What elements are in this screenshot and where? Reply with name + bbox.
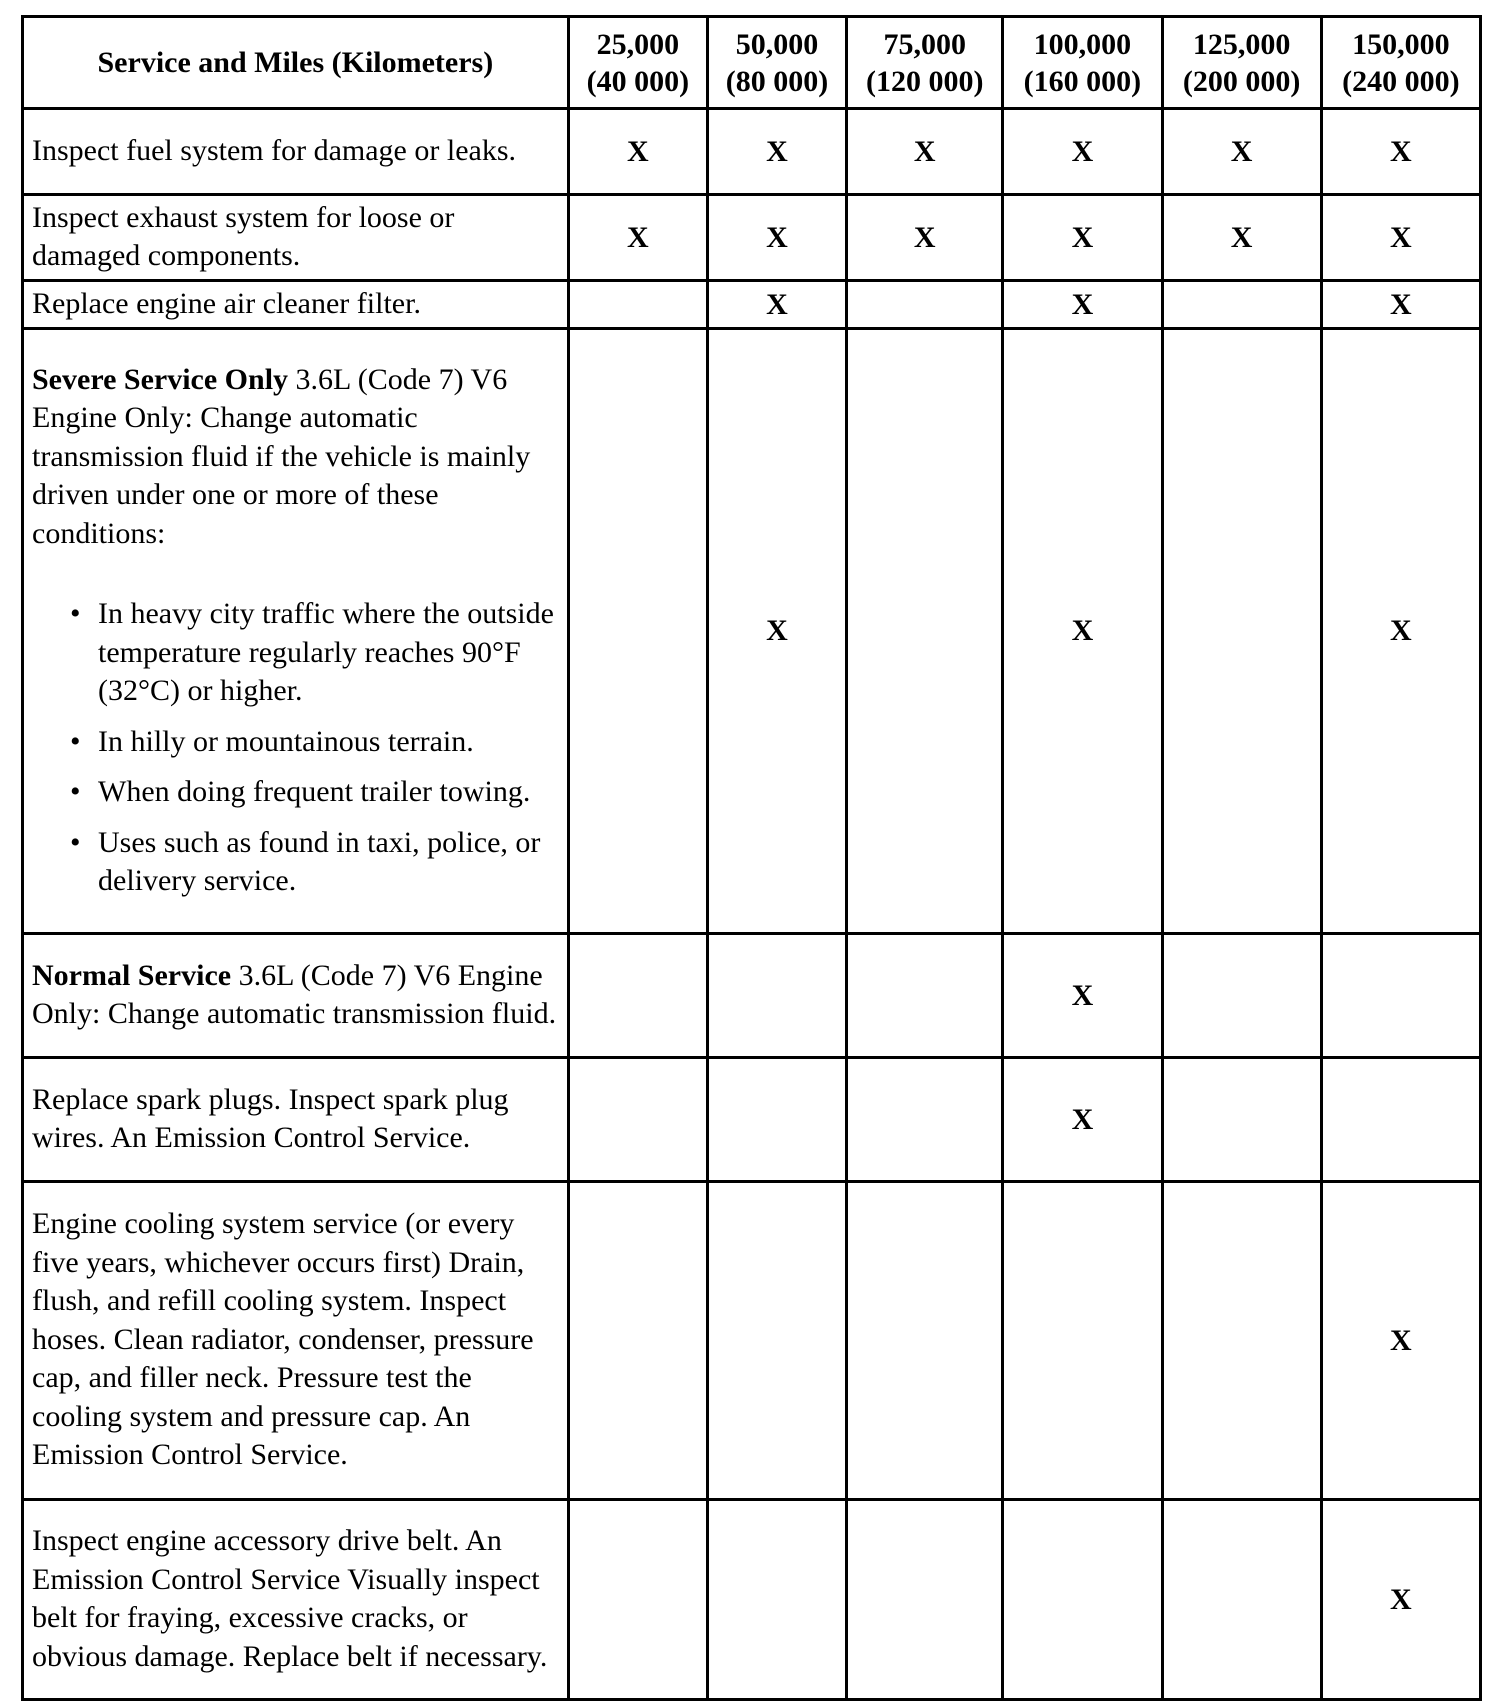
interval-mark: X <box>1321 195 1480 281</box>
table-row <box>23 1058 1481 1182</box>
interval-mark <box>1162 1058 1321 1182</box>
interval-km: (240 000) <box>1342 64 1460 98</box>
service-text: 3.6L (Code 7) V6 Engine Only: Change automatic transmission fluid. <box>32 958 557 1030</box>
interval-mark <box>1321 934 1480 1058</box>
interval-mark: X <box>1003 934 1162 1058</box>
interval-mark <box>1003 1182 1162 1500</box>
interval-miles: 150,000 <box>1352 27 1450 61</box>
interval-mark <box>707 1058 846 1182</box>
interval-km: (120 000) <box>865 64 984 98</box>
interval-mark <box>847 934 1003 1058</box>
interval-mark <box>568 1500 707 1700</box>
interval-header <box>847 17 1003 109</box>
interval-mark: X <box>847 195 1003 281</box>
interval-miles: 50,000 <box>735 27 819 61</box>
interval-mark <box>707 1500 846 1700</box>
service-description: Replace engine air cleaner filter. <box>23 281 569 329</box>
interval-mark <box>1162 281 1321 329</box>
service-description: Inspect fuel system for damage or leaks. <box>23 109 569 195</box>
interval-mark: X <box>1003 281 1162 329</box>
interval-mark: X <box>568 195 707 281</box>
interval-km: (40 000) <box>586 64 690 98</box>
table-row <box>23 195 1481 281</box>
service-qualifier: Severe Service Only <box>32 362 289 396</box>
interval-mark <box>707 934 846 1058</box>
interval-miles: 125,000 <box>1192 27 1291 61</box>
list-item: • In heavy city traffic where the outside temperature regularly reaches 90°F (32°C) or higher. <box>32 595 559 711</box>
table-row <box>23 1500 1481 1700</box>
interval-mark: X <box>1321 281 1480 329</box>
conditions-list <box>32 595 559 901</box>
interval-mark <box>847 329 1003 934</box>
interval-mark: X <box>707 195 846 281</box>
list-item: • Uses such as found in taxi, police, or delivery service. <box>32 824 559 901</box>
interval-header <box>1321 17 1480 109</box>
interval-miles: 75,000 <box>883 27 966 61</box>
interval-mark <box>1321 1058 1480 1182</box>
interval-mark <box>1162 329 1321 934</box>
interval-header <box>707 17 846 109</box>
interval-mark <box>1162 1182 1321 1500</box>
interval-mark: X <box>1321 329 1480 934</box>
maintenance-schedule-table <box>21 15 1482 1701</box>
list-item: • In hilly or mountainous terrain. <box>32 723 559 762</box>
interval-mark <box>568 329 707 934</box>
header-row <box>23 17 1481 109</box>
interval-mark <box>847 1182 1003 1500</box>
interval-mark: X <box>847 109 1003 195</box>
interval-mark <box>847 281 1003 329</box>
interval-header <box>568 17 707 109</box>
service-description <box>23 329 569 934</box>
interval-mark: X <box>707 329 846 934</box>
interval-mark: X <box>1321 1500 1480 1700</box>
interval-mark <box>847 1500 1003 1700</box>
interval-mark: X <box>1321 109 1480 195</box>
interval-km: (80 000) <box>725 64 829 98</box>
interval-mark: X <box>568 109 707 195</box>
interval-miles: 100,000 <box>1033 27 1132 61</box>
service-column-header: Service and Miles (Kilometers) <box>23 17 569 109</box>
interval-km: (200 000) <box>1182 64 1301 98</box>
interval-mark: X <box>1162 195 1321 281</box>
interval-mark: X <box>1162 109 1321 195</box>
service-description: Engine cooling system service (or every five years, whichever occurs first) Drain, flush, and refill cooling system. Inspect hoses. Clean radiator, condenser, pressure cap, and filler neck. Pressure test the cooling system and pressure cap. An Emission Control Service. <box>23 1182 569 1500</box>
list-item: • When doing frequent trailer towing. <box>32 773 559 812</box>
interval-mark <box>1162 934 1321 1058</box>
interval-mark: X <box>1003 195 1162 281</box>
interval-mark <box>707 1182 846 1500</box>
interval-mark <box>568 934 707 1058</box>
interval-mark <box>1003 1500 1162 1700</box>
interval-mark: X <box>1321 1182 1480 1500</box>
interval-mark <box>568 1058 707 1182</box>
service-description <box>23 934 569 1058</box>
table-row <box>23 934 1481 1058</box>
table-row <box>23 329 1481 934</box>
interval-mark: X <box>707 281 846 329</box>
interval-miles: 25,000 <box>596 27 680 61</box>
interval-header <box>1003 17 1162 109</box>
interval-mark: X <box>707 109 846 195</box>
interval-mark <box>847 1058 1003 1182</box>
service-description: Inspect exhaust system for loose or damaged components. <box>23 195 569 281</box>
interval-mark <box>568 1182 707 1500</box>
service-description: Inspect engine accessory drive belt. An Emission Control Service Visually inspect belt for fraying, excessive cracks, or obvious damage. Replace belt if necessary. <box>23 1500 569 1700</box>
service-text: 3.6L (Code 7) V6 Engine Only: Change automatic transmission fluid if the vehicle is mainly driven under one or more of these conditions: <box>32 362 531 550</box>
service-description: Replace spark plugs. Inspect spark plug wires. An Emission Control Service. <box>23 1058 569 1182</box>
interval-mark: X <box>1003 329 1162 934</box>
service-qualifier: Normal Service <box>32 958 232 992</box>
interval-mark <box>568 281 707 329</box>
table-row <box>23 1182 1481 1500</box>
interval-mark <box>1162 1500 1321 1700</box>
interval-mark: X <box>1003 109 1162 195</box>
table-row <box>23 109 1481 195</box>
interval-km: (160 000) <box>1023 64 1142 98</box>
interval-header <box>1162 17 1321 109</box>
table-row <box>23 281 1481 329</box>
interval-mark: X <box>1003 1058 1162 1182</box>
